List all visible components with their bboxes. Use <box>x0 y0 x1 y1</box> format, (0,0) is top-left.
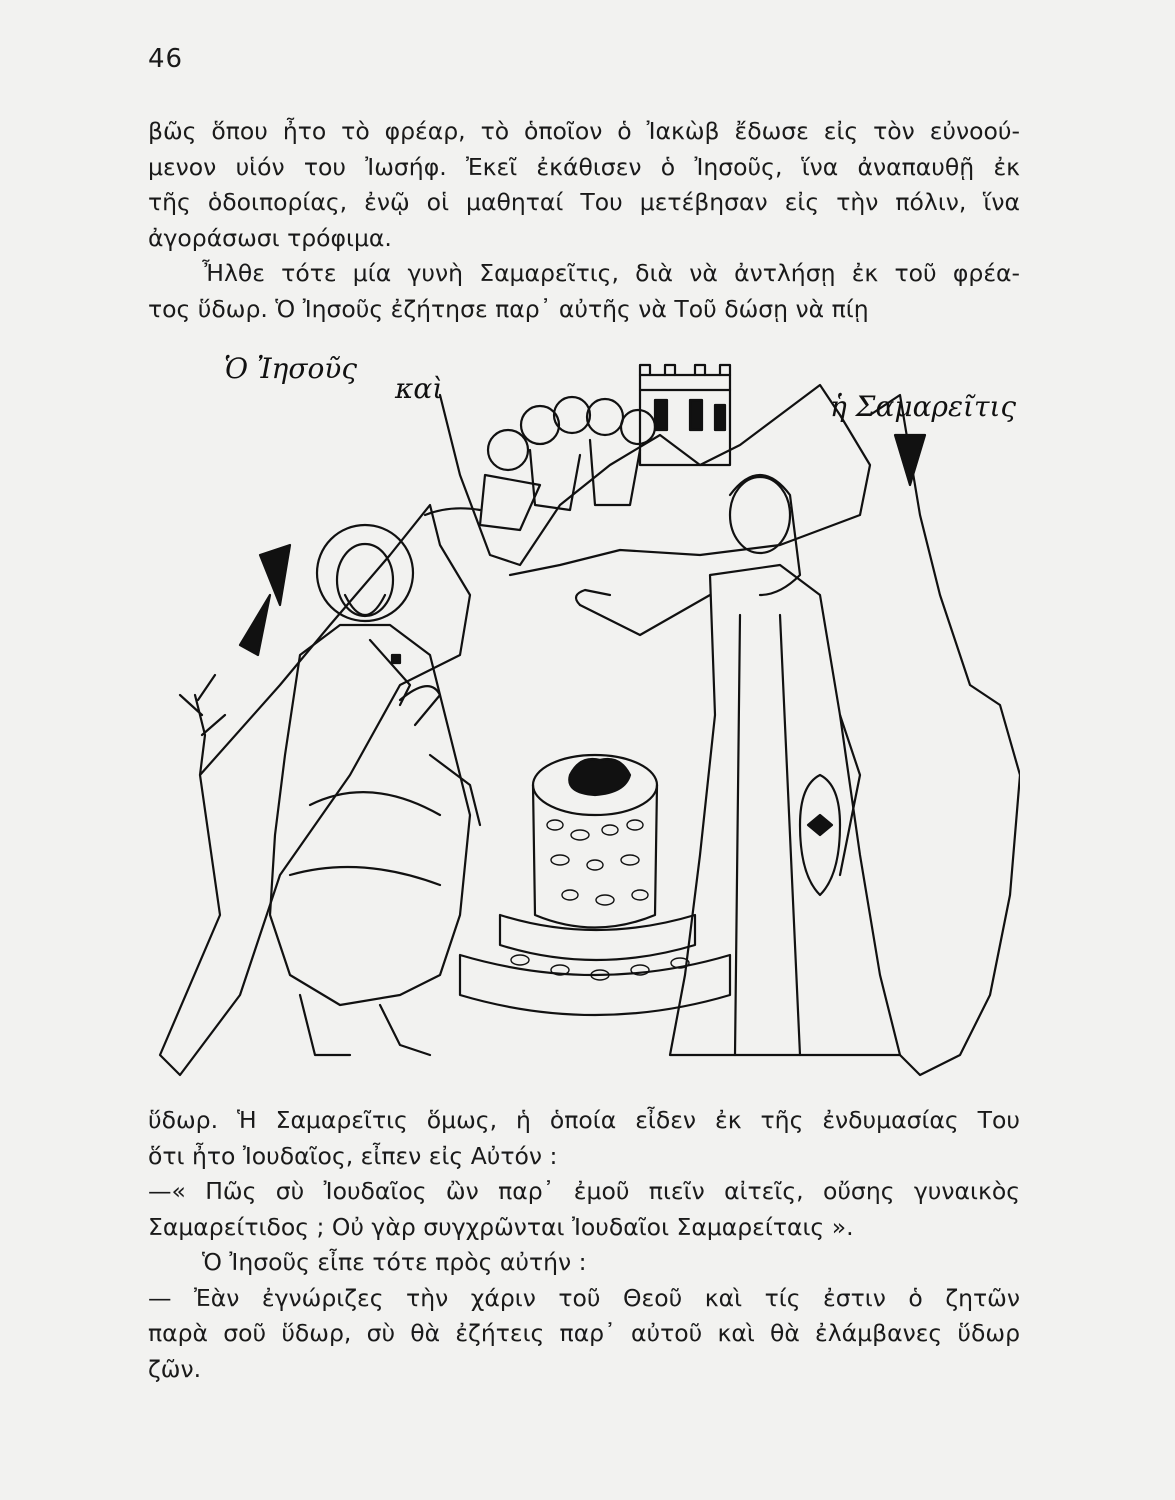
paragraph <box>148 1103 1020 1174</box>
text-line: βῶς ὅπου ἦτο τὸ φρέαρ, τὸ ὁποῖον ὁ Ἰακὼβ ἔδωσε εἰς τὸν εὐνοού- <box>148 117 1020 145</box>
text-line: ἀγοράσωσι τρόφιμα. <box>148 223 392 252</box>
text-line: μενον υἱόν του Ἰωσήφ. Ἐκεῖ ἐκάθισεν ὁ Ἰησοῦς, ἵνα ἀναπαυθῇ ἐκ <box>148 152 1020 181</box>
text-line: ὅτι ἦτο Ἰουδαῖος, εἶπεν εἰς Αὐτόν : <box>148 1141 558 1170</box>
paragraph <box>148 1174 1020 1245</box>
caption-jesus: Ὁ Ἰησοῦς <box>224 352 357 385</box>
text-line: τῆς ὁδοιπορίας, ἐνῷ οἱ μαθηταί Του μετέβησαν εἰς τὴν πόλιν, ἵνα <box>148 188 1020 216</box>
text-line: παρὰ σοῦ ὕδωρ, σὺ θὰ ἐζήτεις παρ᾽ αὐτοῦ καὶ θὰ ἐλάμβανες ὕδωρ <box>148 1319 1020 1347</box>
text-line: —« Πῶς σὺ Ἰουδαῖος ὢν παρ᾽ ἐμοῦ πιεῖν αἰτεῖς, οὔσης γυναικὸς <box>148 1177 1020 1205</box>
text-line: Σαμαρείτιδος ; Οὐ γὰρ συγχρῶνται Ἰουδαῖοι Σαμαρείταις ». <box>148 1212 854 1241</box>
text-line: — Ἐὰν ἐγνώριζες τὴν χάριν τοῦ Θεοῦ καὶ τίς ἐστιν ὁ ζητῶν <box>148 1283 1020 1312</box>
paragraph <box>148 114 1020 256</box>
well <box>460 755 730 1015</box>
text-line: τος ὕδωρ. Ὁ Ἰησοῦς ἐζήτησε παρ᾽ αὐτῆς νὰ Τοῦ δώσῃ νὰ πίῃ <box>148 294 869 323</box>
bottom-text-block <box>148 1103 1020 1387</box>
samaritan-woman-figure <box>576 475 900 1055</box>
plant <box>180 675 225 775</box>
text-line: Ὁ Ἰησοῦς εἶπε τότε πρὸς αὐτήν : <box>202 1248 587 1276</box>
paragraph <box>148 1245 1020 1281</box>
top-text-block <box>148 114 1020 327</box>
jesus-figure <box>270 525 480 1055</box>
right-rock <box>870 395 1020 1075</box>
page-number: 46 <box>148 44 184 74</box>
paragraph <box>148 1281 1020 1388</box>
caption-and: καὶ <box>395 372 444 405</box>
caption-samaritan: ἡ Σαμαρεῖτις <box>830 390 1017 423</box>
city-tower <box>640 365 730 465</box>
paragraph <box>148 256 1020 327</box>
text-line: ὕδωρ. Ἡ Σαμαρεῖτις ὅμως, ἡ ὁποία εἶδεν ἐκ τῆς ἐνδυμασίας Του <box>148 1106 1020 1134</box>
text-line: Ἦλθε τότε μία γυνὴ Σαμαρεῖτις, διὰ νὰ ἀντλήσῃ ἐκ τοῦ φρέα- <box>202 259 1020 287</box>
text-line: ζῶν. <box>148 1354 202 1383</box>
well-illustration <box>140 355 1020 1095</box>
disciples-group <box>425 397 655 530</box>
